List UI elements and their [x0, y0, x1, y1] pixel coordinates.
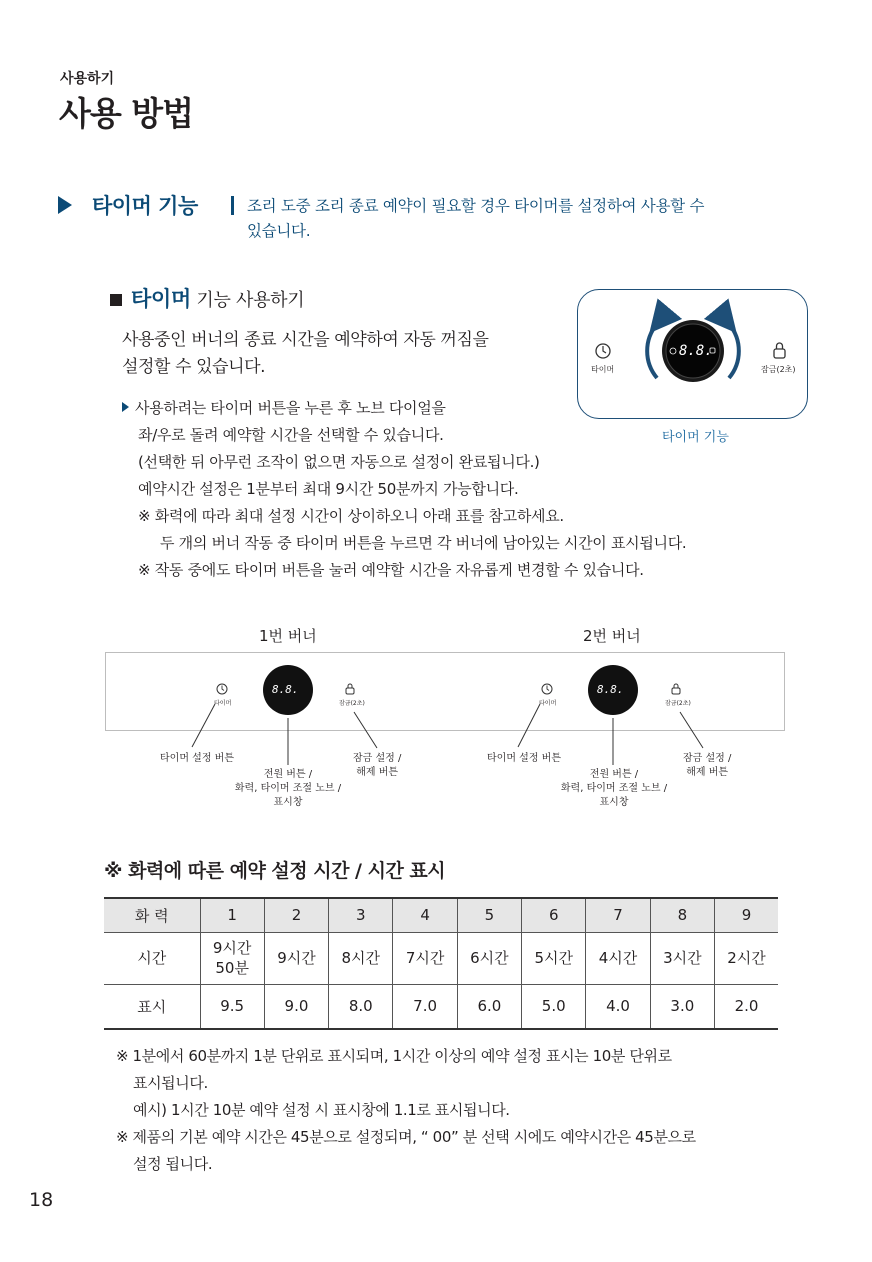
burner1-label: 1번 버너	[259, 627, 317, 645]
note-line: 예시) 1시간 10분 예약 설정 시 표시창에 1.1로 표시됩니다.	[133, 1101, 510, 1119]
table-time-cell-line1: 9시간	[212, 939, 252, 957]
subsection-intro	[122, 327, 562, 381]
table-header-label: 화 력	[104, 898, 200, 932]
lock-icon	[346, 684, 354, 694]
callout-power-line2: 화력, 타이머 조절 노브 /	[560, 783, 668, 794]
table-title: ※ 화력에 따른 예약 설정 시간 / 시간 표시	[104, 860, 446, 882]
table-level-cell: 3	[329, 898, 393, 932]
section-description	[247, 194, 807, 244]
section-description-line1: 조리 도중 조리 종료 예약이 필요할 경우 타이머를 설정하여 사용할 수	[247, 197, 705, 215]
table-row-display	[104, 984, 778, 1029]
burner2-label: 2번 버너	[583, 627, 641, 645]
callout-power-line1: 전원 버튼 /	[589, 769, 639, 780]
instruction-row: 예약시간 설정은 1분부터 최대 9시간 50분까지 가능합니다.	[138, 480, 519, 498]
table-display-cell: 7.0	[393, 984, 457, 1029]
table-level-cell: 4	[393, 898, 457, 932]
callout-power-line3: 표시창	[273, 797, 303, 808]
table-level-cell: 5	[457, 898, 521, 932]
note-line: 설정 됩니다.	[133, 1155, 213, 1173]
table-level-cell: 2	[264, 898, 328, 932]
instruction-row: 좌/우로 돌려 예약할 시간을 선택할 수 있습니다.	[138, 426, 444, 444]
burner1-display-value: 8.8.	[272, 683, 299, 696]
section-description-line2: 있습니다.	[247, 222, 311, 240]
intro-line1: 사용중인 버너의 종료 시간을 예약하여 자동 꺼짐을	[122, 330, 489, 350]
square-bullet-icon	[110, 294, 122, 306]
table-time-cell-line2: 50분	[215, 959, 249, 977]
table-display-cell: 9.5	[200, 984, 264, 1029]
callout-lock-line1: 잠금 설정 /	[353, 753, 402, 764]
instruction-row: (선택한 뒤 아무런 조작이 없으면 자동으로 설정이 완료됩니다.)	[138, 453, 540, 471]
burner2-lock-label: 잠금(2초)	[665, 700, 691, 707]
burner1-timer-label: 타이머	[214, 700, 232, 707]
table-display-cell: 4.0	[586, 984, 650, 1029]
callout-lock-line1: 잠금 설정 /	[683, 753, 732, 764]
table-display-label: 표시	[104, 984, 200, 1029]
table-time-cell: 3시간	[650, 932, 714, 984]
table-row-header	[104, 898, 778, 932]
burner1-lock-label: 잠금(2초)	[339, 700, 365, 707]
table-time-cell: 9시간	[264, 932, 328, 984]
note-line: 표시됩니다.	[133, 1074, 208, 1092]
table-display-cell: 3.0	[650, 984, 714, 1029]
panel-display-value: 8.8.	[679, 343, 713, 359]
table-time-cell: 4시간	[586, 932, 650, 984]
page-title: 사용 방법	[59, 94, 194, 133]
burner2-controls	[518, 665, 703, 765]
callout-power-line1: 전원 버튼 /	[263, 769, 313, 780]
table-time-label: 시간	[104, 932, 200, 984]
section-divider	[231, 196, 234, 215]
table-level-cell: 6	[522, 898, 586, 932]
table-row-time	[104, 932, 778, 984]
table-time-cell: 5시간	[522, 932, 586, 984]
table-display-cell: 2.0	[715, 984, 779, 1029]
callout-power-knob	[228, 768, 348, 810]
table-display-cell: 8.0	[329, 984, 393, 1029]
power-time-table	[104, 897, 778, 1030]
table-level-cell: 1	[200, 898, 264, 932]
table-time-cell: 8시간	[329, 932, 393, 984]
burner2-timer-label: 타이머	[539, 700, 557, 707]
burner2-display-value: 8.8.	[597, 683, 624, 696]
section-arrow-icon	[58, 196, 72, 214]
table-level-cell: 9	[715, 898, 779, 932]
lock-icon	[672, 684, 680, 694]
table-time-cell	[200, 932, 264, 984]
callout-timer-button: 타이머 설정 버튼	[487, 753, 561, 764]
callout-lock-line2: 해제 버튼	[686, 767, 729, 778]
instruction-note: ※ 작동 중에도 타이머 버튼을 눌러 예약할 시간을 자유롭게 변경할 수 있습니다.	[138, 561, 644, 579]
clock-icon	[542, 684, 552, 694]
clock-icon	[217, 684, 227, 694]
triangle-bullet-icon	[122, 402, 129, 412]
timer-panel-labels	[577, 289, 808, 419]
panel-caption: 타이머 기능	[662, 430, 729, 445]
burner1-controls	[192, 665, 377, 765]
note-line: ※ 1분에서 60분까지 1분 단위로 표시되며, 1시간 이상의 예약 설정 표시는 10분 단위로	[116, 1047, 672, 1065]
panel-timer-label: 타이머	[591, 365, 615, 374]
subsection-title-bold: 타이머	[131, 287, 191, 311]
table-time-cell: 6시간	[457, 932, 521, 984]
callout-power-line2: 화력, 타이머 조절 노브 /	[234, 783, 342, 794]
callout-power-line3: 표시창	[599, 797, 629, 808]
table-level-cell: 8	[650, 898, 714, 932]
callout-lock-line2: 해제 버튼	[356, 767, 399, 778]
instruction-text: 사용하려는 타이머 버튼을 누른 후 노브 다이얼을	[135, 399, 446, 417]
table-display-cell: 9.0	[264, 984, 328, 1029]
callout-lock-button	[353, 752, 401, 780]
notes	[116, 1043, 796, 1178]
table-time-cell: 7시간	[393, 932, 457, 984]
intro-line2: 설정할 수 있습니다.	[122, 357, 266, 377]
callout-timer-button: 타이머 설정 버튼	[160, 753, 234, 764]
callout-power-knob	[554, 768, 674, 810]
note-line: ※ 제품의 기본 예약 시간은 45분으로 설정되며, “ 00” 분 선택 시에도 예약시간은 45분으로	[116, 1128, 696, 1146]
table-level-cell: 7	[586, 898, 650, 932]
breadcrumb: 사용하기	[60, 71, 115, 87]
table-display-cell: 5.0	[522, 984, 586, 1029]
table-display-cell: 6.0	[457, 984, 521, 1029]
panel-lock-label: 잠금(2초)	[761, 365, 796, 374]
page-number: 18	[29, 1189, 54, 1211]
callout-lock-button	[683, 752, 731, 780]
section-title: 타이머 기능	[92, 194, 198, 218]
table-time-cell: 2시간	[715, 932, 779, 984]
subsection-title	[131, 283, 304, 313]
instructions	[122, 395, 782, 584]
instruction-row: 두 개의 버너 작동 중 타이머 버튼을 누르면 각 버너에 남아있는 시간이 표시됩니다.	[160, 534, 687, 552]
subsection-title-rest: 기능 사용하기	[190, 290, 305, 311]
instruction-note: ※ 화력에 따라 최대 설정 시간이 상이하오니 아래 표를 참고하세요.	[138, 507, 564, 525]
